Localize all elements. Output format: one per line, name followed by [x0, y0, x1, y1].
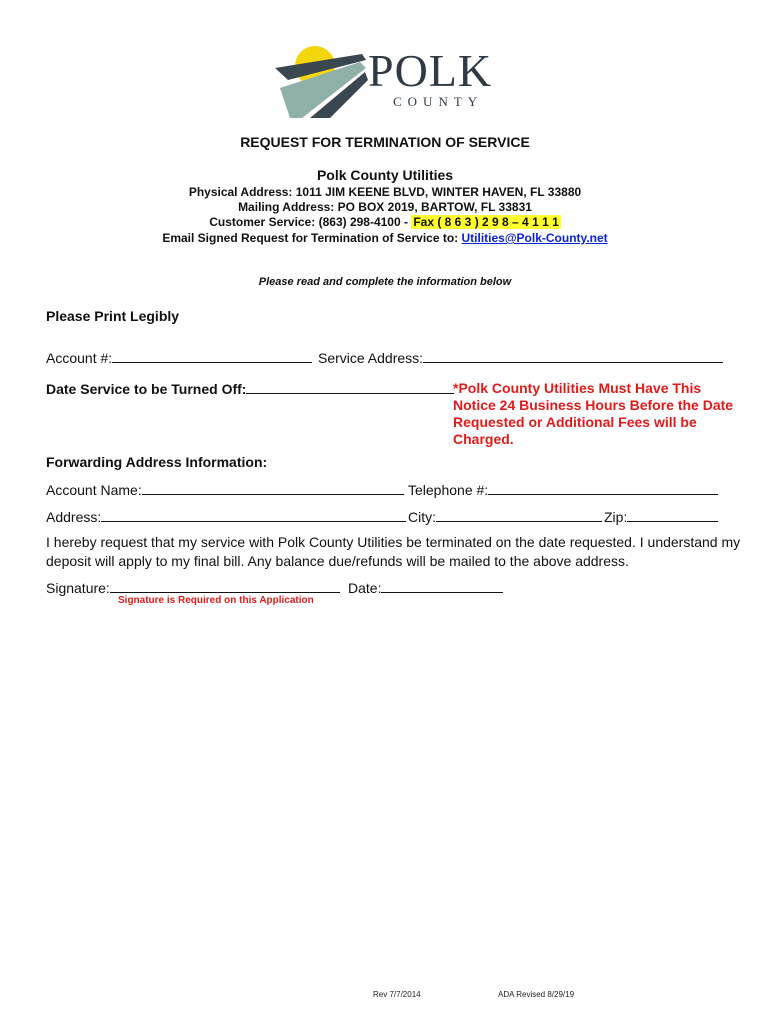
city-label: City:	[408, 509, 436, 525]
account-number-line[interactable]	[112, 349, 312, 363]
service-address-line[interactable]	[423, 349, 723, 363]
account-number-label: Account #:	[46, 350, 113, 366]
fax-number: Fax ( 8 6 3 ) 2 9 8 – 4 1 1 1	[413, 215, 559, 229]
address-line[interactable]	[101, 508, 406, 522]
footer-rev: Rev 7/7/2014	[373, 990, 421, 999]
service-address-label: Service Address:	[318, 350, 424, 366]
logo-word-county: COUNTY	[393, 94, 484, 109]
service-address-field	[318, 349, 723, 366]
customer-service-phone: Customer Service: (863) 298-4100 -	[209, 215, 412, 229]
form-title: REQUEST FOR TERMINATION OF SERVICE	[240, 134, 530, 150]
forwarding-heading: Forwarding Address Information:	[46, 454, 268, 470]
account-number-field	[46, 349, 312, 366]
city-field	[408, 508, 602, 525]
footer-ada: ADA Revised 8/29/19	[498, 990, 575, 999]
signature-required-note: Signature is Required on this Application	[118, 595, 314, 606]
logo-word-polk: POLK	[368, 45, 493, 96]
email-link[interactable]: Utilities@Polk-County.net	[461, 231, 608, 245]
telephone-label: Telephone #:	[408, 482, 489, 498]
date-line[interactable]	[381, 579, 503, 593]
notice-warning: *Polk County Utilities Must Have This Notice 24 Business Hours Before the Date Requested or Additional Fees will be Charged.	[453, 380, 734, 447]
signature-label: Signature:	[46, 580, 110, 596]
date-off-label: Date Service to be Turned Off:	[46, 381, 247, 397]
telephone-field	[408, 481, 718, 498]
date-label: Date:	[348, 580, 382, 596]
zip-field	[604, 508, 718, 525]
zip-line[interactable]	[627, 508, 718, 522]
email-line	[0, 231, 770, 245]
date-off-line[interactable]	[246, 380, 454, 394]
mailing-address: Mailing Address: PO BOX 2019, BARTOW, FL 33831	[238, 200, 532, 214]
account-name-label: Account Name:	[46, 482, 142, 498]
org-name: Polk County Utilities	[316, 167, 454, 183]
request-statement: I hereby request that my service with Polk County Utilities be terminated on the date requested. I understand my deposit will apply to my final bill. Any balance due/refunds will be mailed to the above address.	[46, 534, 741, 569]
city-line[interactable]	[436, 508, 602, 522]
address-field	[46, 508, 406, 525]
physical-address: Physical Address: 1011 JIM KEENE BLVD, WINTER HAVEN, FL 33880	[188, 185, 582, 199]
print-legibly-heading: Please Print Legibly	[46, 308, 180, 324]
signature-field	[46, 579, 340, 596]
zip-label: Zip:	[604, 509, 628, 525]
customer-service-line	[0, 215, 770, 229]
email-label: Email Signed Request for Termination of Service to:	[162, 231, 462, 245]
signature-line[interactable]	[110, 579, 340, 593]
address-label: Address:	[46, 509, 102, 525]
instructions-note: Please read and complete the information below	[258, 276, 512, 288]
date-field	[348, 579, 503, 596]
date-off-field	[46, 380, 454, 397]
account-name-line[interactable]	[142, 481, 404, 495]
telephone-line[interactable]	[488, 481, 718, 495]
account-name-field	[46, 481, 404, 498]
